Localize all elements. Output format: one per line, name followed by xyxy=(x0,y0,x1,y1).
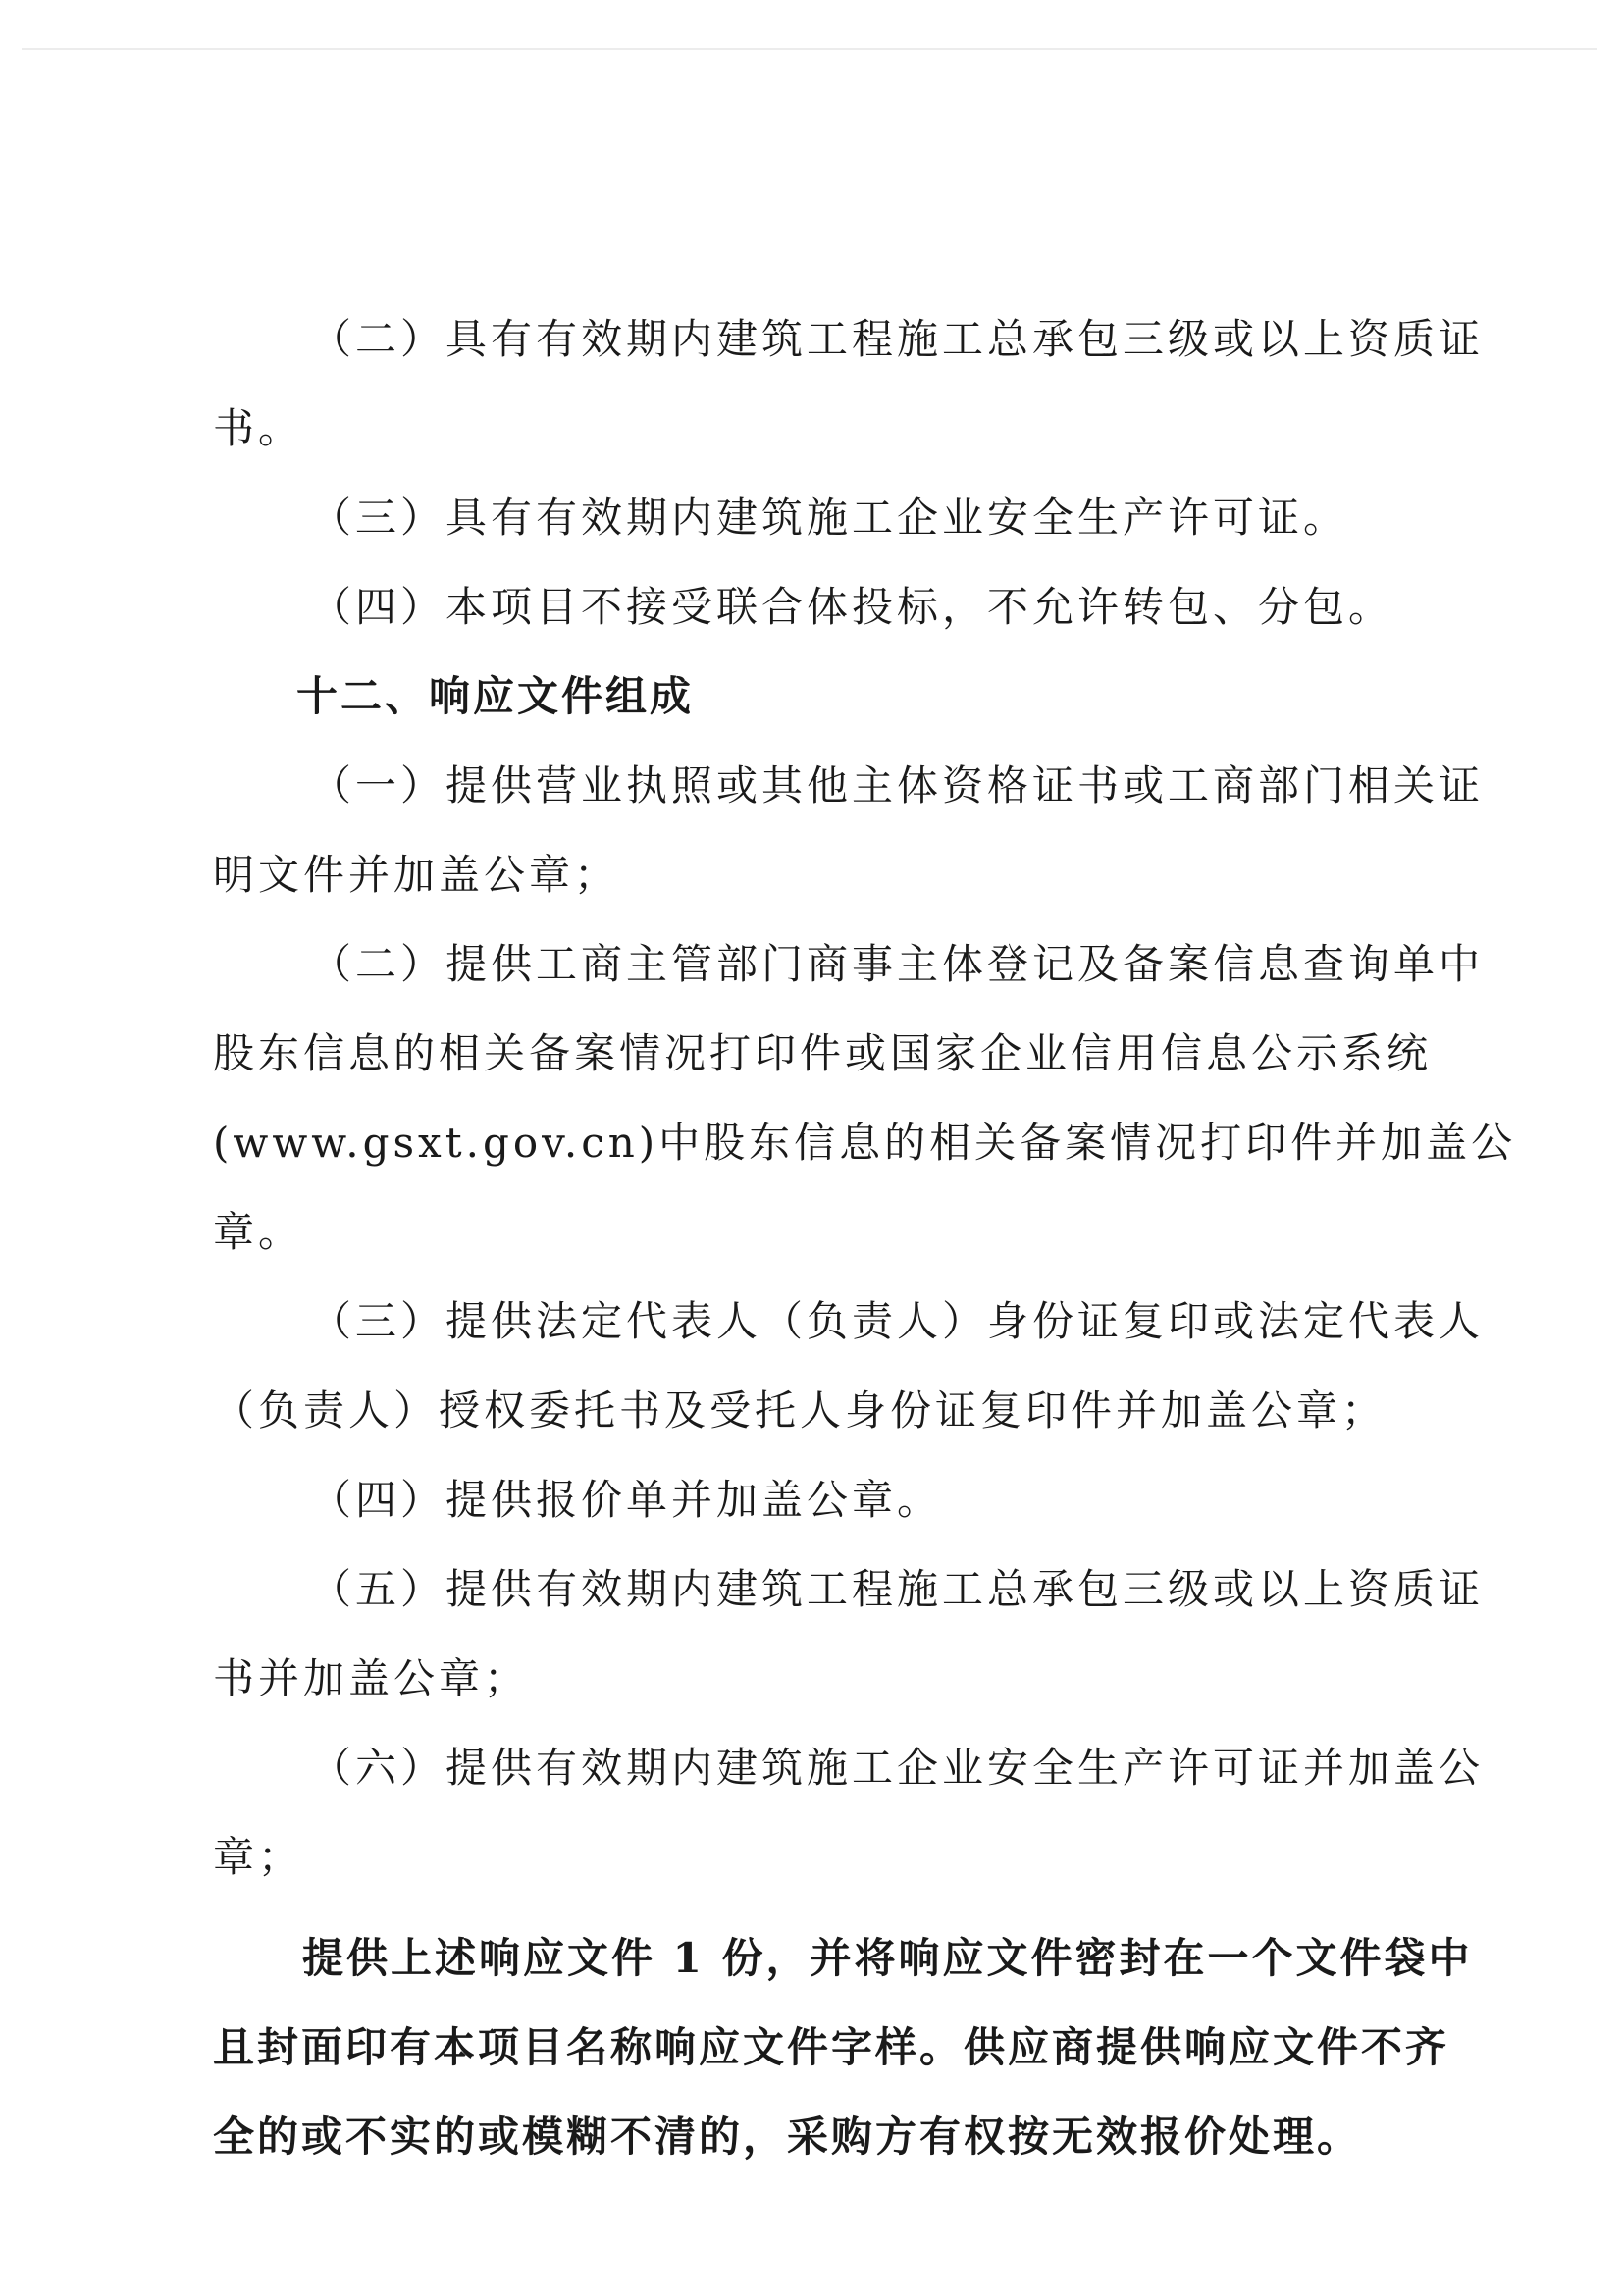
section-heading: 十二、响应文件组成 xyxy=(296,672,695,720)
document-page xyxy=(213,294,1517,2181)
text-line: (www.gsxt.gov.cn)中股东信息的相关备案情况打印件并加盖公 xyxy=(213,1119,1517,1167)
bold-notice xyxy=(213,1913,1473,2181)
text-line: （二）提供工商主管部门商事主体登记及备案信息查询单中 xyxy=(310,940,1485,988)
text-line: （四）提供报价单并加盖公章。 xyxy=(310,1476,943,1524)
text-line: （三）具有有效期内建筑施工企业安全生产许可证。 xyxy=(310,494,1349,542)
text-line: （一）提供营业执照或其他主体资格证书或工商部门相关证 xyxy=(310,761,1485,809)
text-line: 明文件并加盖公章； xyxy=(213,851,620,899)
text-line: 书并加盖公章； xyxy=(213,1654,530,1702)
text-line: （二）具有有效期内建筑工程施工总承包三级或以上资质证 xyxy=(310,315,1485,363)
bold-text-line: 全的或不实的或模糊不清的，采购方有权按无效报价处理。 xyxy=(213,2113,1362,2161)
text-line: （四）本项目不接受联合体投标，不允许转包、分包。 xyxy=(310,583,1394,631)
text-line: 书。 xyxy=(213,404,304,452)
text-line: （负责人）授权委托书及受托人身份证复印件并加盖公章； xyxy=(213,1386,1387,1435)
text-line: 章； xyxy=(213,1833,304,1881)
text-line: 股东信息的相关备案情况打印件或国家企业信用信息公示系统 xyxy=(213,1029,1433,1077)
text-line: （三）提供法定代表人（负责人）身份证复印或法定代表人 xyxy=(310,1297,1485,1345)
bold-text-line: 提供上述响应文件 1 份，并将响应文件密封在一个文件袋中 xyxy=(302,1934,1473,1982)
text-line: 章。 xyxy=(213,1208,304,1256)
text-line: （五）提供有效期内建筑工程施工总承包三级或以上资质证 xyxy=(310,1565,1485,1613)
text-line: （六）提供有效期内建筑施工企业安全生产许可证并加盖公 xyxy=(310,1744,1485,1792)
page-top-edge xyxy=(22,48,1597,50)
bold-text-line: 且封面印有本项目名称响应文件字样。供应商提供响应文件不齐 xyxy=(213,2023,1450,2071)
